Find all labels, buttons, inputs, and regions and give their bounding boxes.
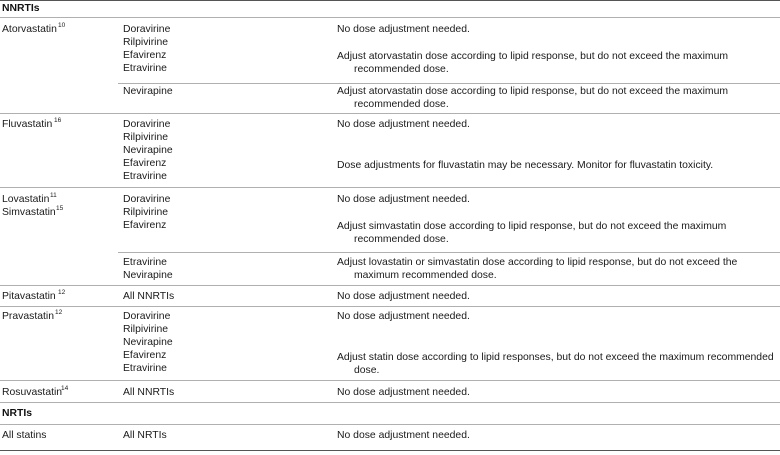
drug-name: All NRTIs — [123, 430, 167, 441]
drug-name: Rilpivirine — [123, 207, 169, 218]
drug-name: Efavirenz — [123, 220, 167, 231]
drug-name: Nevirapine — [123, 86, 173, 97]
section-header-nnrtis: NNRTIs — [2, 3, 40, 14]
rule-row — [0, 187, 780, 188]
drug-list — [123, 256, 173, 282]
rule-row — [0, 380, 780, 381]
drug-name: Etravirine — [123, 63, 167, 74]
recommendation: No dose adjustment needed. — [337, 387, 470, 398]
drug-name: All NNRTIs — [123, 387, 175, 398]
statin-name: Simvastatin — [2, 207, 56, 218]
section-header-nrtis: NRTIs — [2, 408, 33, 419]
drug-name: Rilpivirine — [123, 324, 169, 335]
drug-name: Doravirine — [123, 194, 171, 205]
recommendation: Adjust atorvastatin dose according to lipid response, but do not exceed the maximum recommended dose. — [337, 51, 729, 75]
drug-name: Rilpivirine — [123, 37, 169, 48]
drug-list — [123, 118, 173, 183]
drug-name: All NNRTIs — [123, 291, 175, 302]
drug-name: Doravirine — [123, 119, 171, 130]
rule-atorva-sub — [118, 83, 780, 84]
reference-superscript: 14 — [61, 385, 69, 392]
rule-bottom — [0, 450, 780, 451]
rule-row — [0, 306, 780, 307]
statin-name: Fluvastatin — [2, 119, 53, 130]
recommendation: Adjust atorvastatin dose according to lipid response, but do not exceed the maximum recommended dose. — [337, 86, 729, 110]
rule-top — [0, 0, 780, 1]
recommendation: No dose adjustment needed. — [337, 194, 470, 205]
drug-name: Efavirenz — [123, 158, 167, 169]
statin-name: Lovastatin — [2, 194, 50, 205]
drug-name: Doravirine — [123, 24, 171, 35]
rule-row — [0, 285, 780, 286]
reference-superscript: 12 — [58, 289, 66, 296]
drug-list — [123, 23, 170, 75]
statin-name: Pitavastatin — [2, 291, 56, 302]
drug-name: Efavirenz — [123, 350, 167, 361]
drug-name: Nevirapine — [123, 270, 173, 281]
statin-name: All statins — [2, 430, 47, 441]
recommendation: No dose adjustment needed. — [337, 311, 470, 322]
reference-superscript: 10 — [58, 22, 66, 29]
recommendation: Dose adjustments for fluvastatin may be necessary. Monitor for fluvastatin toxicity. — [337, 160, 714, 171]
reference-superscript: 11 — [50, 192, 57, 199]
drug-name: Etravirine — [123, 363, 167, 374]
recommendation: No dose adjustment needed. — [337, 119, 470, 130]
recommendation: No dose adjustment needed. — [337, 24, 470, 35]
rule-lova-sub — [118, 252, 780, 253]
recommendation: No dose adjustment needed. — [337, 430, 470, 441]
drug-name: Etravirine — [123, 257, 167, 268]
recommendation: Adjust statin dose according to lipid responses, but do not exceed the maximum recommended dose. — [337, 352, 774, 376]
rule-section — [0, 402, 780, 403]
drug-name: Nevirapine — [123, 145, 173, 156]
drug-list — [123, 310, 173, 375]
drug-name: Doravirine — [123, 311, 171, 322]
reference-superscript: 16 — [54, 117, 62, 124]
rule-section-header — [0, 424, 780, 425]
statin-name: Atorvastatin — [2, 24, 57, 35]
drug-name: Etravirine — [123, 171, 167, 182]
statin-name: Pravastatin — [2, 311, 54, 322]
recommendation: No dose adjustment needed. — [337, 291, 470, 302]
drug-name: Rilpivirine — [123, 132, 169, 143]
drug-list — [123, 193, 170, 232]
recommendation: Adjust simvastatin dose according to lipid response, but do not exceed the maximum recommended dose. — [337, 221, 727, 245]
drug-name: Efavirenz — [123, 50, 167, 61]
statin-name: Rosuvastatin — [2, 387, 63, 398]
reference-superscript: 12 — [55, 309, 63, 316]
drug-name: Nevirapine — [123, 337, 173, 348]
rule-row — [0, 113, 780, 114]
recommendation: Adjust lovastatin or simvastatin dose according to lipid response, but do not exceed the maximum recommended dose. — [337, 257, 738, 281]
rule-header — [0, 17, 780, 18]
reference-superscript: 15 — [56, 205, 64, 212]
